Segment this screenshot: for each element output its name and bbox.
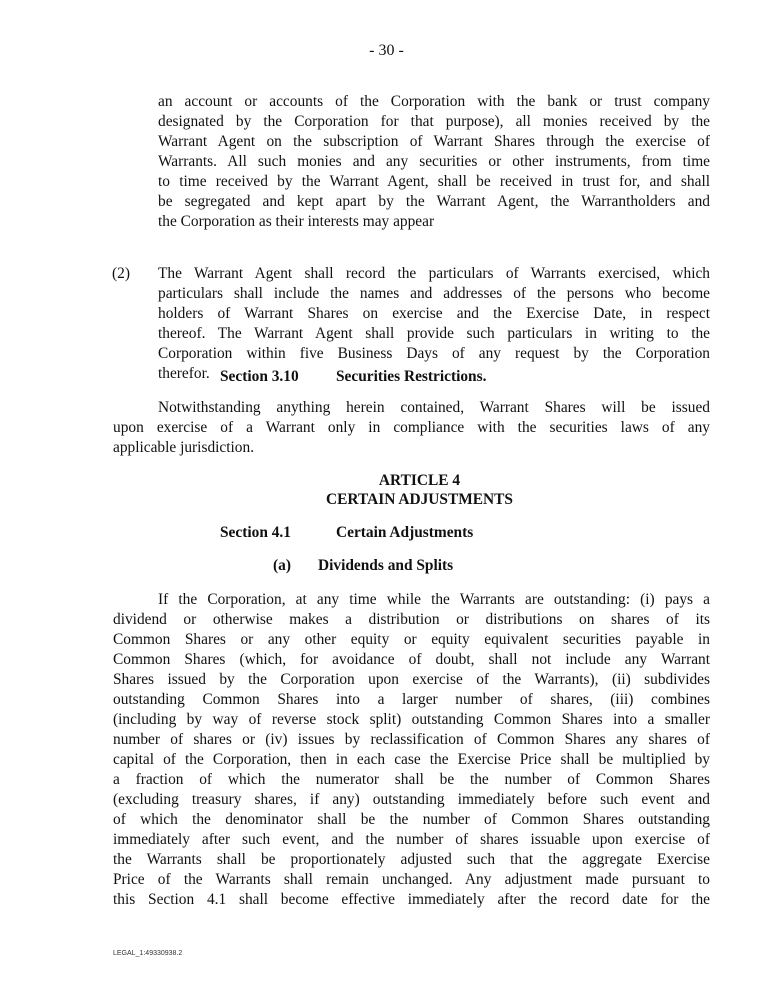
subsection-title: Dividends and Splits	[318, 557, 454, 574]
document-reference-code: LEGAL_1:49330938.2	[113, 950, 183, 957]
paragraph-securities-restrictions	[113, 398, 710, 458]
article-number: ARTICLE 4	[378, 472, 461, 489]
text-line: a fraction of which the numerator shall be the number of Common Shares	[113, 771, 710, 788]
text-line: an account or accounts of the Corporation with the bank or trust company	[158, 93, 710, 110]
text-line: be segregated and kept apart by the Warrant Agent, the Warrantholders and	[158, 193, 710, 210]
subsection-label: (a)	[273, 557, 291, 574]
text-line: this Section 4.1 shall become effective immediately after the record date for the	[113, 891, 710, 908]
text-line: Shares issued by the Corporation upon exercise of the Warrants), (ii) subdivides	[113, 671, 710, 688]
text-line: (excluding treasury shares, if any) outstanding immediately before such event and	[113, 791, 710, 808]
text-line: Warrant Agent on the subscription of Warrant Shares through the exercise of	[158, 133, 710, 150]
paragraph-record-particulars	[158, 264, 710, 384]
text-line: dividend or otherwise makes a distribution or distributions on shares of its	[113, 611, 710, 628]
text-line: (including by way of reverse stock split) outstanding Common Shares into a smaller	[113, 711, 710, 728]
article-title: CERTAIN ADJUSTMENTS	[326, 491, 513, 508]
text-line: number of shares or (iv) issues by reclassification of Common Shares any shares of	[113, 731, 710, 748]
text-line: capital of the Corporation, then in each case the Exercise Price shall be multiplied by	[113, 751, 710, 768]
section-label: Section 3.10	[220, 368, 299, 385]
text-line: upon exercise of a Warrant only in compliance with the securities laws of any	[113, 419, 710, 436]
text-line: Corporation within five Business Days of any request by the Corporation	[158, 345, 710, 362]
text-line: particulars shall include the names and addresses of the persons who become	[158, 285, 710, 302]
text-line: Price of the Warrants shall remain unchanged. Any adjustment made pursuant to	[113, 871, 710, 888]
text-line: If the Corporation, at any time while the Warrants are outstanding: (i) pays a	[158, 591, 710, 608]
list-item-number: (2)	[112, 265, 130, 282]
text-line: to time received by the Warrant Agent, shall be received in trust for, and shall	[158, 173, 710, 190]
text-line: therefor.	[158, 365, 210, 382]
section-title: Certain Adjustments	[336, 524, 474, 541]
paragraph-monies-received	[158, 92, 710, 232]
section-title: Securities Restrictions.	[336, 368, 487, 385]
text-line: Common Shares or any other equity or equity equivalent securities payable in	[113, 631, 710, 648]
text-line: outstanding Common Shares into a larger number of shares, (iii) combines	[113, 691, 710, 708]
text-line: the Corporation as their interests may appear	[158, 213, 435, 230]
text-line: designated by the Corporation for that purpose), all monies received by the	[158, 113, 710, 130]
text-line: The Warrant Agent shall record the particulars of Warrants exercised, which	[158, 265, 710, 282]
text-line: immediately after such event, and the number of shares issuable upon exercise of	[113, 831, 710, 848]
text-line: the Warrants shall be proportionately adjusted such that the aggregate Exercise	[113, 851, 710, 868]
text-line: thereof. The Warrant Agent shall provide such particulars in writing to the	[158, 325, 710, 342]
text-line: Common Shares (which, for avoidance of doubt, shall not include any Warrant	[113, 651, 710, 668]
text-line: Notwithstanding anything herein contained, Warrant Shares will be issued	[158, 399, 710, 416]
section-label: Section 4.1	[220, 524, 291, 541]
page-number: - 30 -	[369, 42, 404, 59]
paragraph-dividends-and-splits	[113, 590, 710, 910]
text-line: applicable jurisdiction.	[113, 439, 255, 456]
text-line: Warrants. All such monies and any securities or other instruments, from time	[158, 153, 710, 170]
text-line: of which the denominator shall be the number of Common Shares outstanding	[113, 811, 710, 828]
text-line: holders of Warrant Shares on exercise and the Exercise Date, in respect	[158, 305, 710, 322]
